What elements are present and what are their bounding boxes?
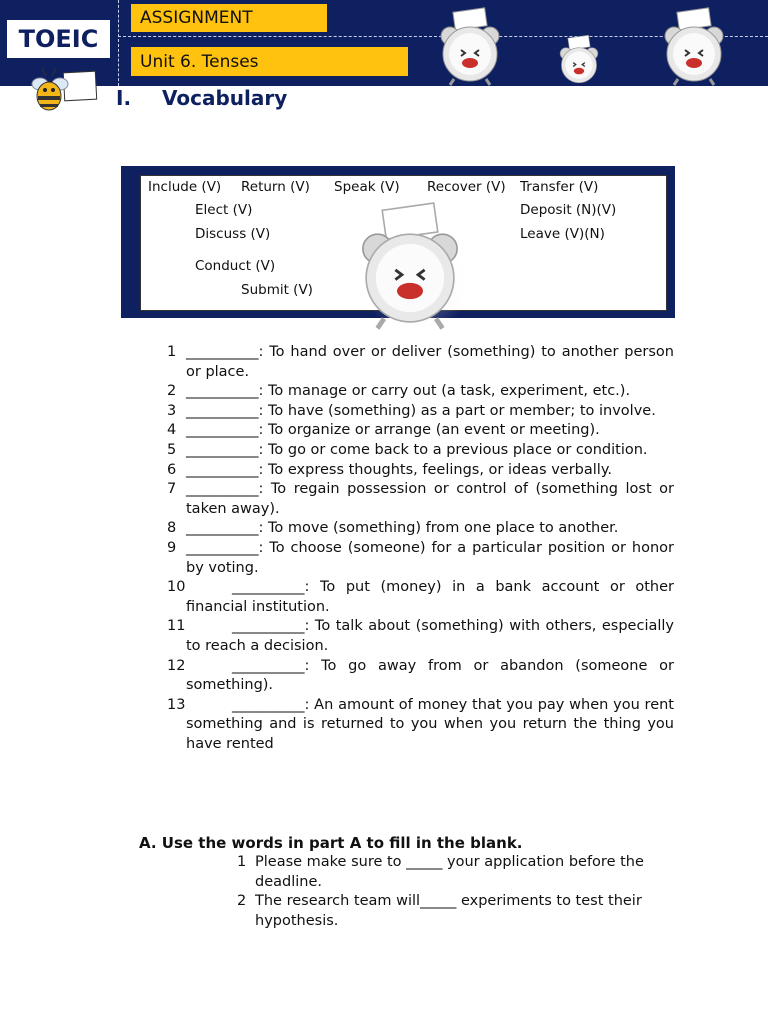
definition-text: : To go away from or abandon (someone or something). (186, 657, 674, 694)
definition-number: 1 (167, 344, 177, 360)
definition-number: 7 (167, 481, 177, 498)
answer-blank[interactable]: __________ (232, 696, 305, 713)
definition-number: 2 (167, 383, 177, 400)
word-item: Discuss (V) (195, 226, 271, 242)
definition-text: : An amount of money that you pay when you rent something and is returned to you when you return the thing you have rented (186, 696, 674, 752)
alarm-clock-icon (436, 6, 504, 86)
definition-number: 8 (167, 520, 177, 537)
definition-text: : To organize or arrange (an event or meeting). (258, 422, 600, 439)
exercise-number: 2 (237, 893, 247, 910)
definition-number: 4 (167, 422, 177, 439)
word-item: Recover (V) (427, 179, 506, 195)
exercise-item (230, 892, 672, 931)
section-number: I. (116, 86, 132, 110)
definition-item (160, 343, 674, 382)
header-divider-vertical (118, 0, 119, 86)
definition-item (160, 480, 674, 519)
answer-blank[interactable]: __________ (232, 657, 305, 674)
toeic-logo: TOEIC (5, 18, 112, 60)
definition-item (160, 696, 674, 755)
definition-number: 12 (167, 657, 186, 674)
part-a-heading: A. Use the words in part A to fill in the blank. (139, 834, 523, 852)
answer-blank[interactable]: __________ (186, 441, 259, 458)
definition-item (160, 421, 674, 441)
exercise-item (230, 853, 672, 892)
definition-text: : To manage or carry out (a task, experiment, etc.). (258, 383, 631, 400)
definition-number: 11 (167, 618, 186, 635)
answer-blank[interactable]: __________ (186, 539, 259, 556)
exercise-text: The research team will_____ experiments to test their hypothesis. (255, 893, 642, 929)
unit-title-tag: Unit 6. Tenses (131, 47, 408, 76)
answer-blank[interactable]: __________ (186, 422, 259, 439)
word-item: Deposit (N)(V) (520, 202, 617, 218)
definition-number: 5 (167, 441, 177, 458)
definition-number: 3 (167, 402, 177, 419)
section-title (116, 86, 287, 110)
alarm-clock-icon (556, 34, 602, 86)
definition-item (160, 539, 674, 578)
definition-item (160, 657, 674, 696)
definition-number: 10 (167, 579, 186, 596)
definition-text: : To go or come back to a previous place or condition. (258, 441, 648, 458)
answer-blank[interactable]: __________ (186, 481, 259, 498)
answer-blank[interactable]: __________ (232, 579, 305, 596)
word-item: Transfer (V) (520, 179, 599, 195)
bee-mascot-icon (28, 64, 100, 114)
definition-text: : To choose (someone) for a particular position or honor by voting. (186, 539, 674, 576)
exercise-list (230, 853, 672, 931)
definition-item (160, 382, 674, 402)
assignment-tag: ASSIGNMENT (131, 4, 327, 32)
exercise-number: 1 (237, 854, 247, 870)
answer-blank[interactable]: __________ (186, 344, 259, 360)
word-item: Conduct (V) (195, 258, 276, 274)
definition-text: : To hand over or deliver (something) to another person or place. (186, 344, 674, 380)
word-item: Return (V) (241, 179, 310, 195)
answer-blank[interactable]: __________ (186, 402, 259, 419)
alarm-clock-icon (660, 6, 728, 86)
answer-blank[interactable]: __________ (186, 520, 259, 537)
definition-item (160, 578, 674, 617)
word-item: Elect (V) (195, 202, 253, 218)
definition-number: 9 (167, 539, 177, 556)
word-item: Submit (V) (241, 282, 313, 298)
answer-blank[interactable]: __________ (232, 618, 305, 635)
definition-text: : To put (money) in a bank account or other financial institution. (186, 579, 674, 615)
definition-list (160, 343, 674, 754)
definition-item (160, 461, 674, 481)
definition-item (160, 402, 674, 422)
definition-item (160, 617, 674, 656)
exercise-text: Please make sure to _____ your application before the deadline. (255, 854, 644, 890)
word-item: Include (V) (148, 179, 222, 195)
definition-text: : To have (something) as a part or member; to involve. (258, 402, 656, 419)
definition-number: 6 (167, 461, 177, 478)
definition-text: : To regain possession or control of (something lost or taken away). (186, 481, 674, 517)
definition-text: : To talk about (something) with others, especially to reach a decision. (186, 618, 674, 654)
definition-number: 13 (167, 696, 186, 713)
word-item: Speak (V) (334, 179, 400, 195)
alarm-clock-icon (350, 200, 470, 330)
answer-blank[interactable]: __________ (186, 383, 259, 400)
section-heading: Vocabulary (162, 86, 288, 110)
definition-text: : To express thoughts, feelings, or ideas verbally. (258, 461, 612, 478)
word-item: Leave (V)(N) (520, 226, 605, 242)
definition-item (160, 519, 674, 539)
definition-text: : To move (something) from one place to another. (258, 520, 619, 537)
answer-blank[interactable]: __________ (186, 461, 259, 478)
definition-item (160, 441, 674, 461)
